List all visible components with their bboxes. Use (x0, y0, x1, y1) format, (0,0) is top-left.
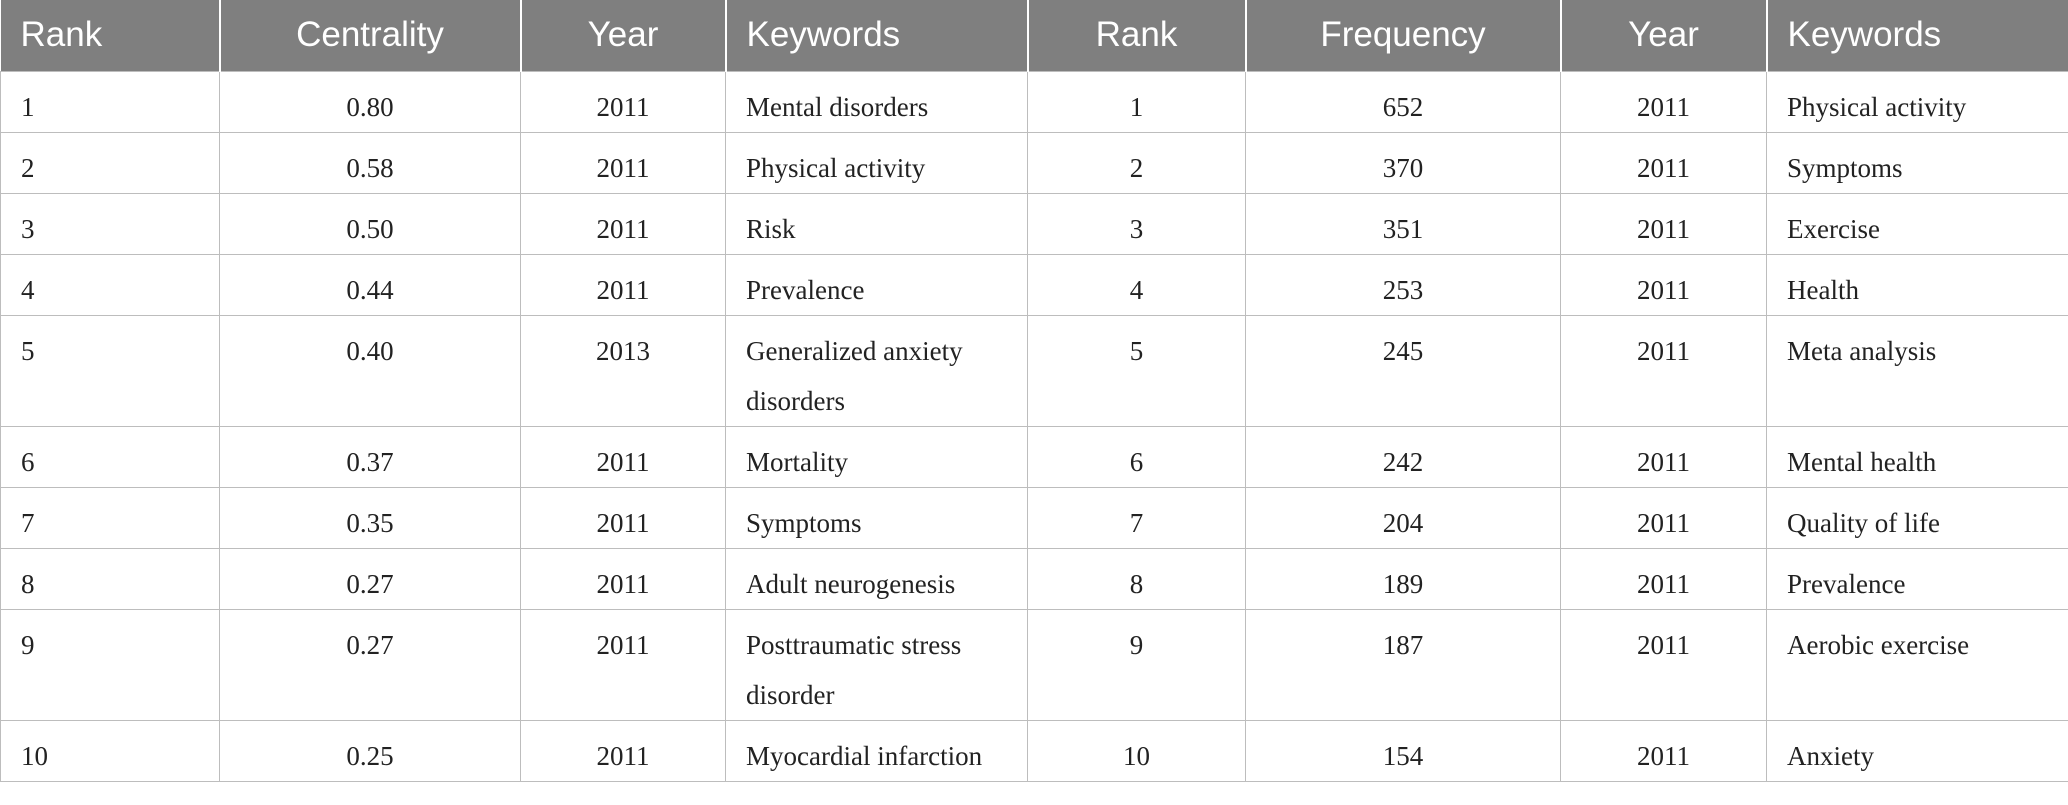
year-cell: 2013 (521, 315, 726, 426)
keyword-cell-2: Mental health (1767, 426, 2068, 487)
header-keywords: Keywords (726, 0, 1028, 71)
centrality-cell: 0.58 (220, 132, 521, 193)
year-cell-2: 2011 (1561, 315, 1767, 426)
keyword-cell: Adult neurogenesis (726, 548, 1028, 609)
table-row (1, 254, 2068, 315)
year-cell-2: 2011 (1561, 720, 1767, 781)
frequency-cell: 189 (1246, 548, 1561, 609)
rank-cell-2: 3 (1028, 193, 1246, 254)
header-rank-2: Rank (1028, 0, 1246, 71)
rank-cell-2: 6 (1028, 426, 1246, 487)
header-rank: Rank (1, 0, 220, 71)
keyword-cell: Myocardial infarction (726, 720, 1028, 781)
table-row (1, 426, 2068, 487)
year-cell-2: 2011 (1561, 609, 1767, 720)
rank-cell-2: 2 (1028, 132, 1246, 193)
table-row (1, 315, 2068, 426)
keyword-cell: Symptoms (726, 487, 1028, 548)
keyword-cell-2: Meta analysis (1767, 315, 2068, 426)
keyword-cell: Physical activity (726, 132, 1028, 193)
rank-cell: 9 (1, 609, 220, 720)
centrality-cell: 0.25 (220, 720, 521, 781)
year-cell-2: 2011 (1561, 487, 1767, 548)
rank-cell-2: 9 (1028, 609, 1246, 720)
rank-cell: 10 (1, 720, 220, 781)
centrality-cell: 0.35 (220, 487, 521, 548)
rank-cell: 2 (1, 132, 220, 193)
year-cell: 2011 (521, 193, 726, 254)
table-row (1, 193, 2068, 254)
header-year: Year (521, 0, 726, 71)
frequency-cell: 154 (1246, 720, 1561, 781)
rank-cell: 1 (1, 71, 220, 132)
centrality-cell: 0.40 (220, 315, 521, 426)
table-row (1, 548, 2068, 609)
header-frequency: Frequency (1246, 0, 1561, 71)
rank-cell: 4 (1, 254, 220, 315)
rank-cell-2: 10 (1028, 720, 1246, 781)
rank-cell: 3 (1, 193, 220, 254)
rank-cell: 5 (1, 315, 220, 426)
frequency-cell: 245 (1246, 315, 1561, 426)
frequency-cell: 370 (1246, 132, 1561, 193)
keyword-cell-2: Quality of life (1767, 487, 2068, 548)
centrality-cell: 0.37 (220, 426, 521, 487)
year-cell: 2011 (521, 132, 726, 193)
year-cell: 2011 (521, 254, 726, 315)
centrality-cell: 0.50 (220, 193, 521, 254)
year-cell: 2011 (521, 426, 726, 487)
header-year-2: Year (1561, 0, 1767, 71)
header-centrality: Centrality (220, 0, 521, 71)
keyword-cell-2: Anxiety (1767, 720, 2068, 781)
frequency-cell: 204 (1246, 487, 1561, 548)
rank-cell: 6 (1, 426, 220, 487)
keyword-cell-2: Exercise (1767, 193, 2068, 254)
centrality-cell: 0.80 (220, 71, 521, 132)
year-cell: 2011 (521, 548, 726, 609)
table-row (1, 609, 2068, 720)
frequency-cell: 253 (1246, 254, 1561, 315)
keyword-cell-2: Prevalence (1767, 548, 2068, 609)
table-row (1, 720, 2068, 781)
keyword-cell-2: Aerobic exercise (1767, 609, 2068, 720)
keyword-cell: Risk (726, 193, 1028, 254)
frequency-cell: 351 (1246, 193, 1561, 254)
rank-cell: 8 (1, 548, 220, 609)
rank-cell-2: 4 (1028, 254, 1246, 315)
frequency-cell: 242 (1246, 426, 1561, 487)
header-keywords-2: Keywords (1767, 0, 2068, 71)
rank-cell-2: 5 (1028, 315, 1246, 426)
keyword-cell: Generalized anxiety disorders (726, 315, 1028, 426)
rank-cell: 7 (1, 487, 220, 548)
year-cell-2: 2011 (1561, 254, 1767, 315)
table-row (1, 132, 2068, 193)
rank-cell-2: 8 (1028, 548, 1246, 609)
year-cell: 2011 (521, 487, 726, 548)
keyword-cell: Mental disorders (726, 71, 1028, 132)
year-cell: 2011 (521, 609, 726, 720)
table-row (1, 71, 2068, 132)
centrality-cell: 0.27 (220, 609, 521, 720)
table-row (1, 487, 2068, 548)
year-cell-2: 2011 (1561, 548, 1767, 609)
rank-cell-2: 1 (1028, 71, 1246, 132)
keyword-cell: Prevalence (726, 254, 1028, 315)
header-row (1, 0, 2068, 71)
frequency-cell: 652 (1246, 71, 1561, 132)
year-cell: 2011 (521, 720, 726, 781)
year-cell-2: 2011 (1561, 426, 1767, 487)
year-cell-2: 2011 (1561, 193, 1767, 254)
keyword-cell-2: Symptoms (1767, 132, 2068, 193)
keyword-cell-2: Physical activity (1767, 71, 2068, 132)
centrality-cell: 0.44 (220, 254, 521, 315)
keyword-cell: Mortality (726, 426, 1028, 487)
keyword-cell-2: Health (1767, 254, 2068, 315)
year-cell-2: 2011 (1561, 71, 1767, 132)
year-cell-2: 2011 (1561, 132, 1767, 193)
frequency-cell: 187 (1246, 609, 1561, 720)
rank-cell-2: 7 (1028, 487, 1246, 548)
keyword-cell: Posttraumatic stress disorder (726, 609, 1028, 720)
centrality-cell: 0.27 (220, 548, 521, 609)
year-cell: 2011 (521, 71, 726, 132)
